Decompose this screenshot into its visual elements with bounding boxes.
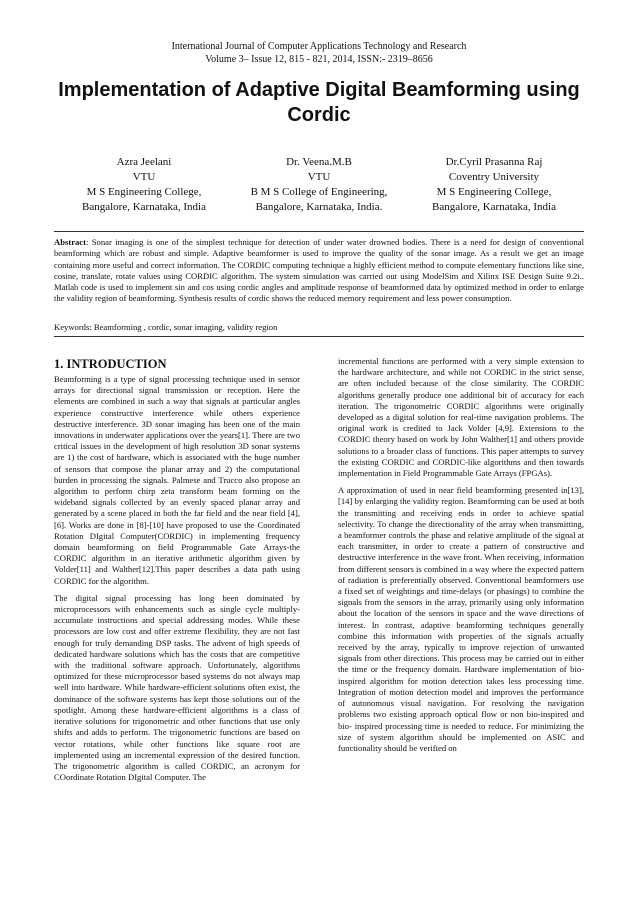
paragraph: The digital signal processing has long been dominated by microprocessors with enhancements such as single cycle multiply-accumulate instructions and special addressing modes. While these processors are low cost and offer extreme flexibility, they are not fast enough for truly demanding DSP tasks. The advent of high speeds of dedicated hardware solutions which has the costs that are competitive with the traditional software approach. Unfortunately, algorithms optimized for these microprocessor based systems do not always map well into hardware. While hardware-efficient solutions often exist, the dominance of the software systems has kept those solutions out of the spotlight. Among these hardware-efficient algorithms is a class of iterative solutions for trigonometric and other functions that use only shifts and adds to perform. The trigonometric functions are based on vector rotations, while other functions like square root are implemented using an incremental expression of the desired function. The trigonometric algorithm is called CORDIC, an acronym for COordinate Rotation DIgital Computer. The [54, 592, 300, 783]
paragraph: incremental functions are performed with a very simple extension to the hardware architecture, and while not CORDIC in the strict sense, are often included because of the close similarity. The CORDIC algorithms generally produce one additional bit of accuracy for each iteration. The trigonometric CORDIC algorithms were originally developed as a digital solution for real-time navigation problems. The original work is credited to Jack Volder [4,9]. Extensions to the CORDIC theory based on work by John Walther[1] and others provide solutions to a broader class of functions. This paper attempts to survey the existing CORDIC and CORDIC-like algorithms and then towards implementation in Field Programmable Gate Arrays (FPGAs). [338, 356, 584, 479]
paragraph: Beamforming is a type of signal processing technique used in sensor arrays for directional signal transmission or reception. Here the elements are combined in such a way that signals at particular angles experience constructive interference while others experience destructive interference. 3D sonar imaging has been one of the main innovations in underwater applications over the years[1]. There are two critical issues in the development of high resolution 3D sonar systems are 1) the cost of hardware, which is associated with the huge number of sensors that compose the planar array and 2) the computational burden in processing the signals. Palmese and Trucco also propose an algorithm to perform chirp zeta transform beam forming on the wideband signals collected by an evenly spaced planar array and generated by a scene placed in both the far field and the near field [4],[6]. Works are done in [8]-[10] have proposed to use the Coordinated Rotation DIgital Computer(CORDIC) in implementing frequency domain beamforming on field Programmable Gate Arrays-the CORDIC algorithm in an iterative arithmetic algorithm given by Volder[11] and Walther[12].This paper describes a data path using CORDIC for the algorithm. [54, 374, 300, 586]
journal-name: International Journal of Computer Applications Technology and Research [171, 41, 467, 52]
right-column [338, 356, 584, 886]
author-institution: M S Engineering College, [436, 186, 552, 198]
section-heading-introduction: 1. INTRODUCTION [54, 357, 167, 371]
author-name: Dr.Cyril Prasanna Raj [445, 156, 543, 168]
left-column [54, 356, 300, 886]
author-affiliation: VTU [307, 171, 331, 183]
abstract-bottom-rule [54, 336, 584, 337]
author-1 [60, 155, 228, 215]
author-institution: B M S College of Engineering, [250, 186, 388, 198]
author-name: Dr. Veena.M.B [286, 156, 352, 168]
journal-volume: Volume 3– Issue 12, 815 - 821, 2014, ISSN:- 2319–8656 [205, 54, 433, 65]
journal-header [0, 40, 638, 66]
author-location: Bangalore, Karnataka, India. [255, 201, 383, 213]
abstract-text: : Sonar imaging is one of the simplest technique for detection of under water drowned bodies. There is a need for design of conventional beamforming which are robust and simple. Adaptive beamformer is used to improve the quality of the sonar image. As a result we get an image containing more useful and correct information. The CORDIC computing technique a highly efficient method to compute elementary functions like sine, cosine, translate, rotate values using CORDIC algorithm. The system simulation was carried out using ModelSim and Xilinx ISE Design Suite 9.2i.. Matlab code is used to implement sin and cos using cordic angles and amplitude response of beamformed data by optimized method in order to enlarge the validity region of beamforming. Synthesis results of cordic shows the reduced memory requirement and less power consumption. [54, 237, 584, 304]
author-affiliation: VTU [132, 171, 156, 183]
abstract-label: Abstract [54, 237, 86, 247]
keywords: Keywords: Beamforming , cordic, sonar imaging, validity region [54, 322, 278, 332]
paper-title: Implementation of Adaptive Digital Beamforming using Cordic [58, 79, 580, 126]
author-location: Bangalore, Karnataka, India [432, 201, 556, 213]
author-institution: M S Engineering College, [86, 186, 202, 198]
paragraph: A approximation of used in near field beamforming presented in[13],[14] by enlarging the validity region. Beamforming can be used at both the transmitting and receiving ends in order to achieve spatial selectivity. To change the directionality of the array when transmitting, a beamformer controls the phase and relative amplitude of the signal at each transmitter, in order to create a pattern of constructive and destructive interference in the wave front. When receiving, information from different sensors is combined in a way where the expected pattern of radiation is preferentially observed. Conventional beamformers use a fixed set of weightings and time-delays (or phasings) to combine the signals from the sensors in the array, primarily using only information about the location of the sensors in space and the wave directions of interest. In contrast, adaptive beamforming techniques generally combine this information with properties of the signals actually received by the array, typically to improve rejection of unwanted signals from other directions. This process may be carried out in either the time or the frequency domain. Hardware implementation of bio-inspired algorithm for motion detection takes less processing time. Integration of motion detection model and improves the performance of autonomous visual navigation. For resolving the navigation problems two existing approach optical flow or non bio-inspired and bio- inspired processing time is needed to reduce. For minimizing the size of system algorithm should be implemented on ASIC and functionality should be verified on [338, 485, 584, 753]
author-block [60, 155, 578, 215]
author-2 [235, 155, 403, 215]
author-name: Azra Jeelani [116, 156, 172, 168]
abstract [54, 237, 584, 305]
author-affiliation: Coventry University [448, 171, 540, 183]
author-location: Bangalore, Karnataka, India [82, 201, 206, 213]
abstract-top-rule [54, 231, 584, 232]
author-3 [410, 155, 578, 215]
